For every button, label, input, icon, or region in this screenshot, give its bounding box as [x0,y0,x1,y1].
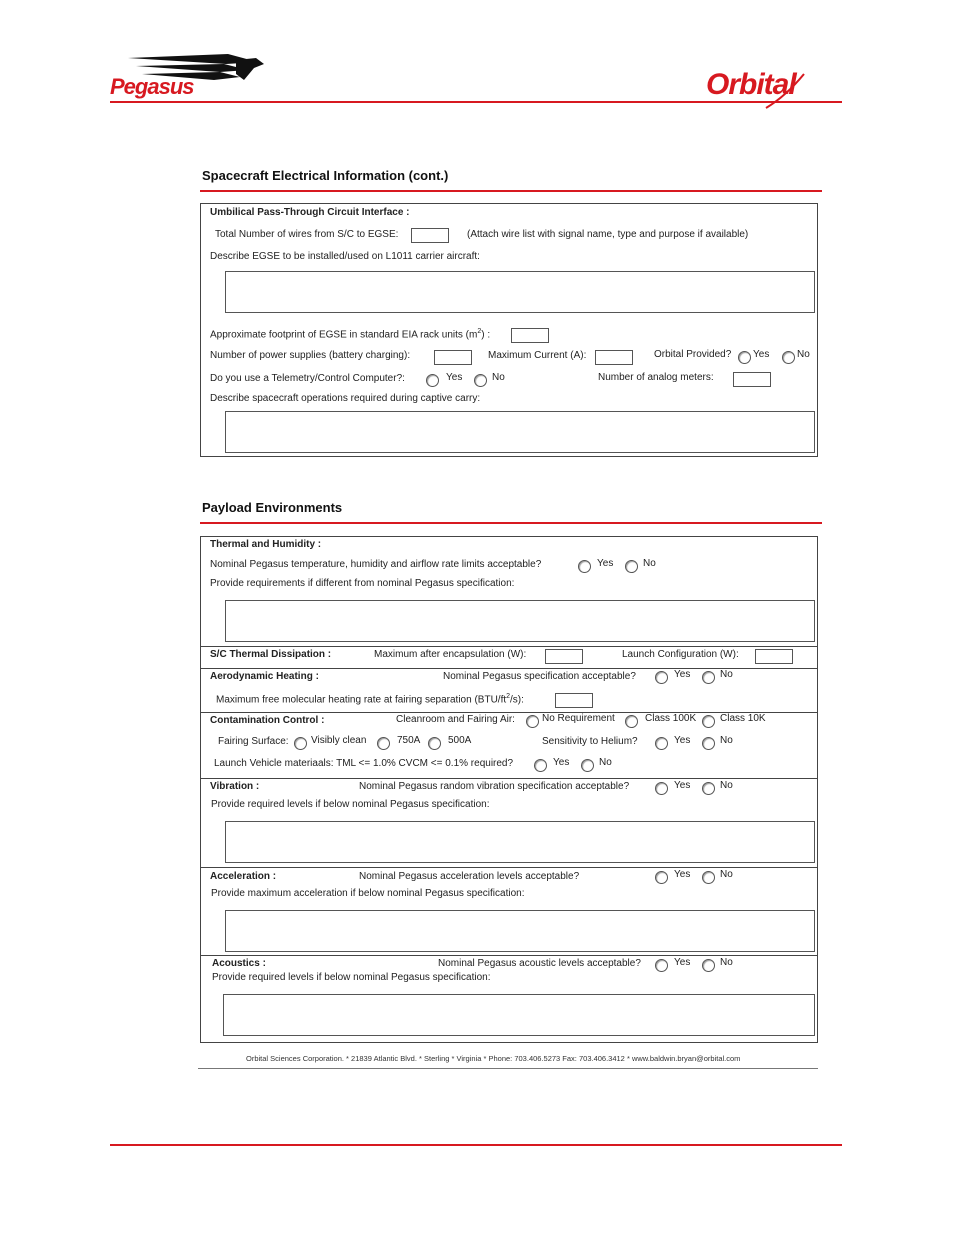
launch-config-label: Launch Configuration (W): [622,649,739,660]
analog-meters-input[interactable] [733,372,771,387]
vibration-yes-radio[interactable] [655,782,668,795]
aero-yes-label: Yes [674,669,691,680]
helium-yes-label: Yes [674,735,691,746]
footprint-sup: 2 [477,328,482,335]
acoustics-no-label: No [720,957,733,968]
dissipation-heading: S/C Thermal Dissipation : [210,649,332,660]
page-bottom-rule [110,1144,842,1146]
attach-note: (Attach wire list with signal name, type and purpose if available) [467,229,749,240]
footprint-input[interactable] [511,328,549,343]
footprint-label-text: Approximate footprint of EGSE in standard EIA rack units (m [210,329,478,341]
analog-meters-label: Number of analog meters: [598,372,714,383]
helium-yes-radio[interactable] [655,737,668,750]
thermal-textarea[interactable] [225,600,815,642]
orbital-logo-text: Orbital [706,68,796,101]
total-wires-label: Total Number of wires from S/C to EGSE: [215,229,399,240]
accel-heading: Acceleration : [210,871,277,882]
cleanroom-label: Cleanroom and Fairing Air: [396,714,515,725]
fmh-sup: 2 [506,693,511,700]
thermal-provide: Provide requirements if different from nominal Pegasus specification: [210,578,515,589]
thermal-no-radio[interactable] [625,560,638,573]
telemetry-yes-radio[interactable] [426,374,439,387]
visibly-clean-label: Visibly clean [311,735,367,746]
describe-egse-textarea[interactable] [225,271,815,313]
fmh-input[interactable] [555,693,593,708]
describe-egse-label: Describe EGSE to be installed/used on L1011 carrier aircraft: [210,251,480,262]
fmh-label-text: Maximum free molecular heating rate at fairing separation (BTU/ft [216,694,507,706]
orbital-provided-no-radio[interactable] [782,351,795,364]
orbital-logo [706,66,846,114]
vibration-no-radio[interactable] [702,782,715,795]
umbilical-heading: Umbilical Pass-Through Circuit Interface : [210,207,410,218]
aero-heading: Aerodynamic Heating : [210,671,319,682]
vibration-provide: Provide required levels if below nominal Pegasus specification: [211,799,490,810]
vibration-textarea[interactable] [225,821,815,863]
environments-rule [200,522,822,524]
environments-title: Payload Environments [202,500,343,515]
fairing-surface-label: Fairing Surface: [218,736,289,747]
helium-no-radio[interactable] [702,737,715,750]
accel-yes-label: Yes [674,869,691,880]
footer-contact: Orbital Sciences Corporation. * 21839 Atlantic Blvd. * Sterling * Virginia * Phone: 703.406.5273 Fax: 703.406.3412 * www.baldwin.bryan@orbital.com [246,1054,741,1063]
acoustics-no-radio[interactable] [702,959,715,972]
orbital-provided-yes-radio[interactable] [738,351,751,364]
materials-no-radio[interactable] [581,759,594,772]
aero-no-label: No [720,669,733,680]
materials-yes-radio[interactable] [534,759,547,772]
footprint-label-tail: ) : [481,329,491,341]
aero-no-radio[interactable] [702,671,715,684]
orbital-provided-label: Orbital Provided? [654,349,732,360]
materials-label: Launch Vehicle materiaals: TML <= 1.0% CVCM <= 0.1% required? [214,758,514,769]
750a-radio[interactable] [377,737,390,750]
fmh-label [216,693,524,705]
telemetry-no-radio[interactable] [474,374,487,387]
accel-no-label: No [720,869,733,880]
telemetry-yes-label: Yes [446,372,463,383]
max-current-input[interactable] [595,350,633,365]
captive-carry-label: Describe spacecraft operations required during captive carry: [210,393,481,404]
class-100k-label: Class 100K [645,713,697,724]
class-100k-radio[interactable] [625,715,638,728]
max-current-label: Maximum Current (A): [488,350,587,361]
helium-no-label: No [720,735,733,746]
vibration-no-label: No [720,780,733,791]
thermal-question: Nominal Pegasus temperature, humidity and airflow rate limits acceptable? [210,559,542,570]
total-wires-input[interactable] [411,228,449,243]
vibration-heading: Vibration : [210,781,260,792]
divider-acoustics [200,955,818,956]
accel-question: Nominal Pegasus acceleration levels acceptable? [359,871,580,882]
aero-question: Nominal Pegasus specification acceptable? [443,671,636,682]
pegasus-logo-text: Pegasus [110,74,194,99]
captive-carry-textarea[interactable] [225,411,815,453]
500a-label: 500A [448,735,472,746]
max-after-encap-input[interactable] [545,649,583,664]
aero-yes-radio[interactable] [655,671,668,684]
electrical-title: Spacecraft Electrical Information (cont.) [202,168,449,183]
header-rule [110,101,842,103]
class-10k-label: Class 10K [720,713,766,724]
fmh-label-tail: /s): [510,694,524,706]
no-requirement-radio[interactable] [526,715,539,728]
accel-yes-radio[interactable] [655,871,668,884]
launch-config-input[interactable] [755,649,793,664]
max-after-encap-label: Maximum after encapsulation (W): [374,649,527,660]
750a-label: 750A [397,735,421,746]
vibration-question: Nominal Pegasus random vibration specification acceptable? [359,781,630,792]
acoustics-question: Nominal Pegasus acoustic levels acceptable? [438,958,641,969]
footprint-label [210,328,490,340]
acoustics-yes-radio[interactable] [655,959,668,972]
materials-yes-label: Yes [553,757,570,768]
no-requirement-label: No Requirement [542,713,615,724]
power-supplies-input[interactable] [434,350,472,365]
acoustics-yes-label: Yes [674,957,691,968]
electrical-rule [200,190,822,192]
visibly-clean-radio[interactable] [294,737,307,750]
orbital-swoosh-icon [706,66,846,114]
acoustics-heading: Acoustics : [212,958,266,969]
orbital-provided-yes-label: Yes [753,349,770,360]
footer-thin-rule [198,1068,818,1069]
acoustics-textarea[interactable] [223,994,815,1036]
accel-no-radio[interactable] [702,871,715,884]
contam-heading: Contamination Control : [210,715,325,726]
telemetry-no-label: No [492,372,505,383]
helium-label: Sensitivity to Helium? [542,736,638,747]
thermal-heading: Thermal and Humidity : [210,539,322,550]
divider-dissipation [200,646,818,647]
thermal-yes-label: Yes [597,558,614,569]
materials-no-label: No [599,757,612,768]
thermal-yes-radio[interactable] [578,560,591,573]
power-supplies-label: Number of power supplies (battery charging): [210,350,411,361]
accel-textarea[interactable] [225,910,815,952]
thermal-no-label: No [643,558,656,569]
divider-vibration [200,778,818,779]
class-10k-radio[interactable] [702,715,715,728]
acoustics-provide: Provide required levels if below nominal Pegasus specification: [212,972,491,983]
vibration-yes-label: Yes [674,780,691,791]
telemetry-label: Do you use a Telemetry/Control Computer?: [210,373,405,384]
accel-provide: Provide maximum acceleration if below nominal Pegasus specification: [211,888,525,899]
500a-radio[interactable] [428,737,441,750]
pegasus-logo [108,50,268,102]
divider-accel [200,867,818,868]
orbital-provided-no-label: No [797,349,810,360]
